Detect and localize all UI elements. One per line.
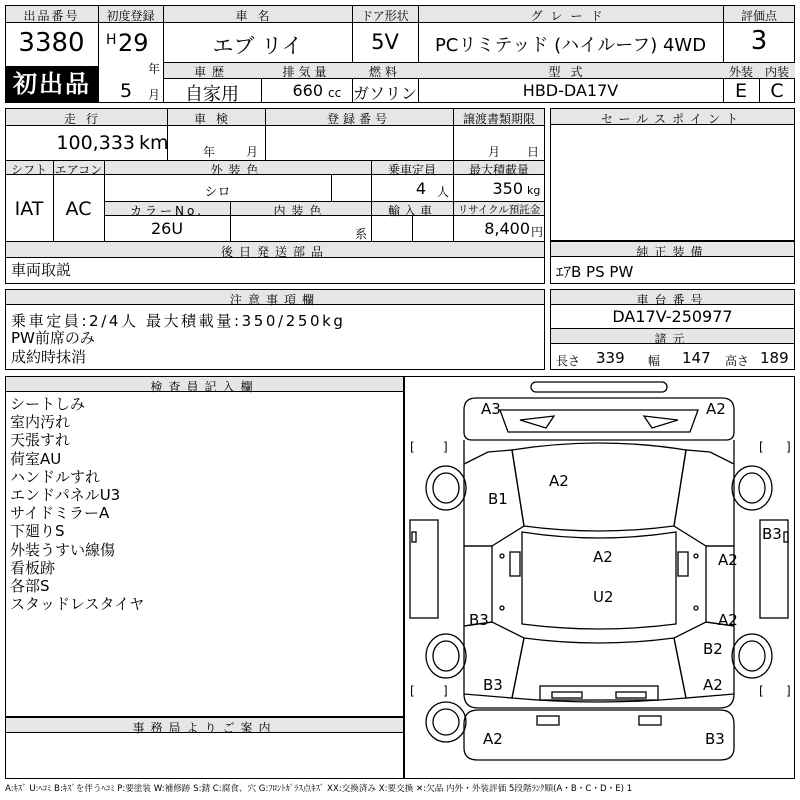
first-reg-year: 29 <box>118 29 149 57</box>
capacity: 4 <box>415 179 426 198</box>
inspector-notes-label: 検査員記入欄 <box>150 380 259 394</box>
inspector-note: 荷室AU <box>10 449 62 468</box>
door-type: 5V <box>371 30 399 54</box>
damage-right-front-fender: B3 <box>762 525 782 543</box>
mileage-unit: km <box>139 132 169 154</box>
color-no: 26U <box>150 219 184 238</box>
damage-roof: A2 <box>593 548 613 566</box>
bracket-marker: [ <box>410 440 415 454</box>
interior-grade: C <box>770 80 784 102</box>
dimensions-label: 諸元 <box>654 332 691 346</box>
grade-label: グレード <box>530 9 611 23</box>
registration-label: 登録番号 <box>326 112 391 126</box>
inspector-notes-list <box>10 395 144 613</box>
score-label: 評価点 <box>740 9 777 23</box>
office-label: 事務局よりご案内 <box>132 721 277 735</box>
transfer-month-unit: 月 <box>488 145 501 159</box>
model-code-label: 型式 <box>548 65 593 79</box>
displacement-unit: cc <box>328 86 342 100</box>
capacity-label: 乗車定員 <box>387 163 436 177</box>
recycle-label: リサイクル預託金 <box>457 204 541 216</box>
damage-left-front-fender: B1 <box>488 490 508 508</box>
damage-legend: A:ｷｽﾞ U:ﾍｺﾐ B:ｷｽﾞを伴うﾍｺﾐ P:要塗装 W:補修跡 S:錆 C:腐食、穴 G:ﾌﾛﾝﾄｶﾞﾗｽ点ｷｽﾞ XX:交換済み X:要交換 ✕:欠品 内外・外装評価 5段階ﾗﾝｸ順(A・B・C・D・E) 1 <box>5 784 633 794</box>
inspector-note: スタッドレスタイヤ <box>10 595 145 614</box>
width-value: 147 <box>682 349 711 367</box>
fuel: ガソリン <box>352 84 417 103</box>
height-label: 高さ <box>725 354 750 368</box>
inspector-note: ハンドルすれ <box>10 467 101 486</box>
first-reg-era: H <box>106 32 117 48</box>
car-name-label: 車名 <box>235 9 280 23</box>
ext-color: シロ <box>204 185 231 200</box>
inspection-year-unit: 年 <box>203 145 216 159</box>
lot-number: 3380 <box>18 28 85 58</box>
length-label: 長さ <box>556 354 581 368</box>
first-reg-year-unit: 年 <box>148 62 161 76</box>
sales-points-box <box>550 108 795 241</box>
first-registration-label: 初度登録 <box>106 9 155 23</box>
bracket-marker: ] <box>786 684 791 698</box>
damage-right-rear: B2 <box>703 640 723 658</box>
vehicle-history: 自家用 <box>185 84 239 105</box>
int-color-suffix: 系 <box>355 227 368 241</box>
recycle-unit: 円 <box>531 225 544 239</box>
mileage-label: 走行 <box>63 112 108 126</box>
inspector-note: 天張すれ <box>10 431 71 450</box>
inspection-label: 車検 <box>193 112 238 126</box>
inspector-note: 室内汚れ <box>10 413 71 432</box>
height-value: 189 <box>760 349 789 367</box>
bracket-marker: [ <box>759 684 764 698</box>
sales-points-label: セールスポイント <box>601 112 744 126</box>
damage-front-right: A2 <box>706 400 726 418</box>
inspector-note: エンドパネルU3 <box>10 486 121 505</box>
width-label: 幅 <box>648 354 661 368</box>
notes-line-2: PW前席のみ <box>11 329 95 347</box>
bracket-marker: ] <box>443 684 448 698</box>
int-color-label: 内装色 <box>273 204 328 218</box>
later-parts: 車両取説 <box>11 261 72 279</box>
aircon-label: エアコン <box>54 163 103 177</box>
import-label: 輸入車 <box>387 204 436 218</box>
mileage: 100,333 <box>56 132 135 154</box>
inspection-month-unit: 月 <box>246 145 259 159</box>
capacity-unit: 人 <box>437 185 450 199</box>
inspector-note: 外装うすい線傷 <box>10 540 116 559</box>
color-no-label: カラーNo. <box>130 204 204 218</box>
lot-number-label: 出品番号 <box>23 9 80 23</box>
score: 3 <box>750 26 768 56</box>
shift: IAT <box>14 198 44 220</box>
inspector-note: シートしみ <box>10 395 86 413</box>
first-reg-month-unit: 月 <box>148 88 161 102</box>
damage-bonnet: A2 <box>549 472 569 490</box>
aircon: AC <box>65 198 92 220</box>
damage-right-front-door: A2 <box>718 551 738 569</box>
genuine-equipment: ｴｱB PS PW <box>556 263 634 281</box>
first-listing-badge: 初出品 <box>6 67 98 102</box>
max-load-unit: kg <box>527 184 541 197</box>
inspector-note: サイドミラーA <box>10 504 110 523</box>
length-value: 339 <box>596 349 625 367</box>
damage-rear-right: B3 <box>705 730 725 748</box>
inspector-note: 下廻りS <box>10 522 65 541</box>
max-load: 350 <box>492 179 523 198</box>
inspector-note: 看板跡 <box>10 558 56 577</box>
chassis-label: 車台番号 <box>636 293 709 307</box>
transfer-day-unit: 日 <box>527 145 540 159</box>
damage-cabin: U2 <box>593 588 614 606</box>
later-parts-label: 後日発送部品 <box>220 245 329 259</box>
history-label: 車歴 <box>193 65 230 79</box>
bracket-marker: ] <box>443 440 448 454</box>
inspector-note: 各部S <box>10 577 50 596</box>
notes-line-1: 乗車定員:2/4人 最大積載量:350/250kg <box>11 312 346 330</box>
bracket-marker: [ <box>759 440 764 454</box>
grade: PCリミテッド (ハイルーフ) 4WD <box>434 35 707 56</box>
interior-label: 内装 <box>764 65 789 79</box>
chassis-number: DA17V-250977 <box>612 307 733 326</box>
notes-label: 注意事項欄 <box>229 293 320 307</box>
notes-line-3: 成約時抹消 <box>11 348 87 366</box>
damage-right-rear-quarter: A2 <box>703 676 723 694</box>
damage-right-rear-door: A2 <box>718 611 738 629</box>
transfer-label: 譲渡書類期限 <box>462 112 535 126</box>
shift-label: シフト <box>10 163 47 177</box>
damage-left-rear-quarter: B3 <box>483 676 503 694</box>
model-code: HBD-DA17V <box>522 81 619 100</box>
first-reg-month: 5 <box>120 80 133 102</box>
exterior-label: 外装 <box>728 65 753 79</box>
damage-left-rear-door: B3 <box>469 611 489 629</box>
fuel-label: 燃料 <box>368 65 401 79</box>
damage-front-left: A3 <box>481 400 501 418</box>
car-diagram <box>404 376 795 779</box>
bracket-marker: [ <box>410 684 415 698</box>
genuine-equipment-label: 純正装備 <box>636 245 709 259</box>
exterior-grade: E <box>734 80 747 102</box>
car-name: エブ リイ <box>212 34 303 58</box>
damage-rear-left: A2 <box>483 730 503 748</box>
displacement: 660 <box>292 81 323 100</box>
ext-color-label: 外装色 <box>210 163 265 177</box>
max-load-label: 最大積載量 <box>468 163 529 177</box>
door-type-label: ドア形状 <box>361 9 409 23</box>
bracket-marker: ] <box>786 440 791 454</box>
recycle-fee: 8,400 <box>484 219 530 238</box>
displacement-label: 排気量 <box>282 65 331 79</box>
